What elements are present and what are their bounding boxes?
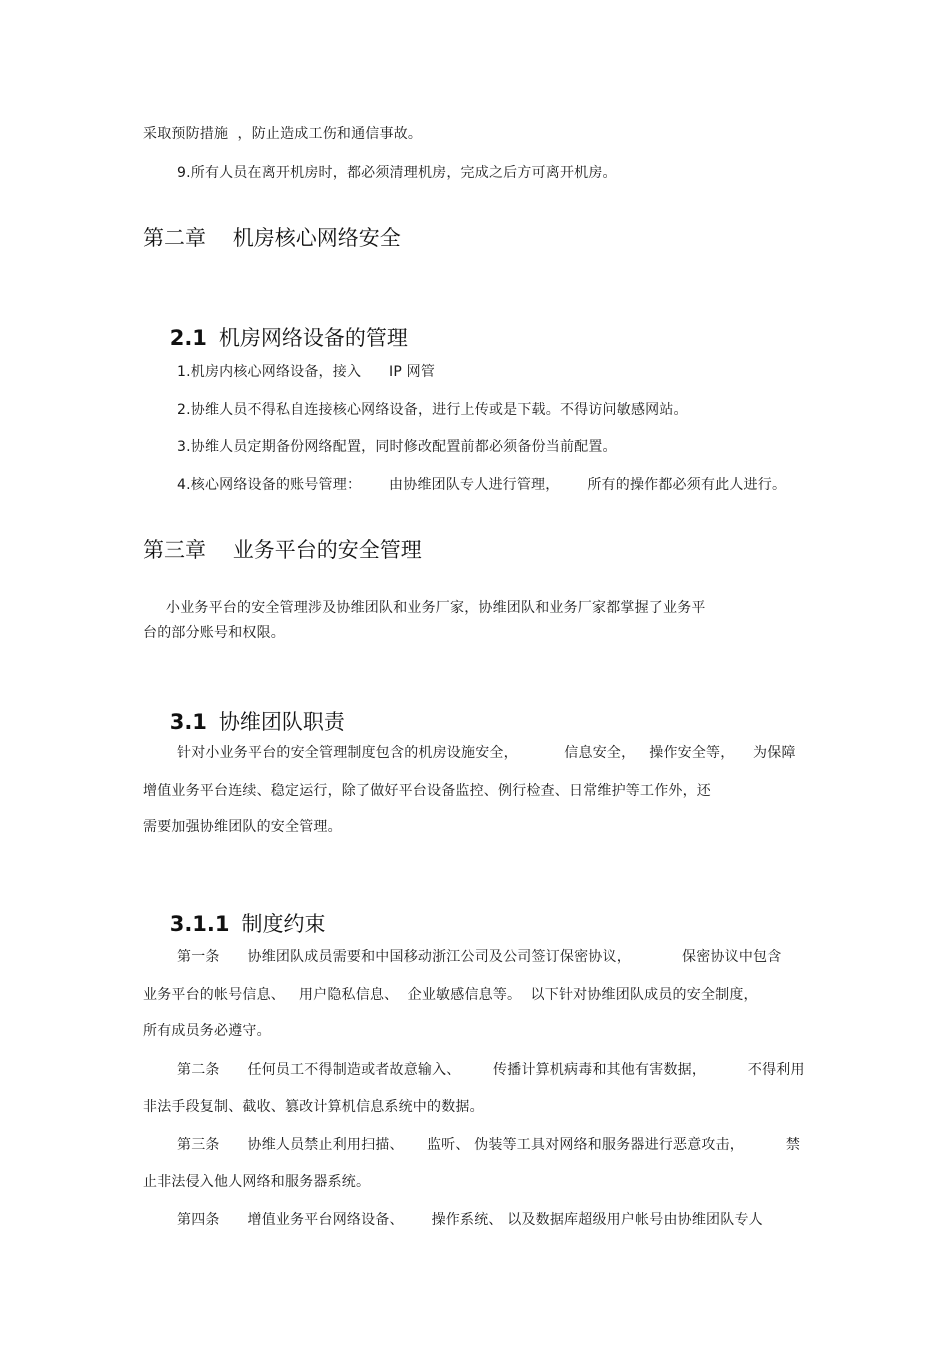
chapter-heading: 第二章 机房核心网络安全 — [143, 226, 401, 250]
paragraph-line: 采取预防措施 ，防止造成工伤和通信事故。 — [143, 126, 423, 142]
paragraph-line: 台的部分账号和权限。 — [143, 625, 285, 641]
section-title: 协维团队职责 — [218, 710, 345, 734]
section-title: 机房网络设备的管理 — [218, 326, 408, 350]
paragraph-line: 需要加强协维团队的安全管理。 — [143, 819, 342, 835]
chapter-heading: 第三章 业务平台的安全管理 — [143, 538, 422, 562]
section-title: 制度约束 — [241, 912, 326, 936]
list-item: 9.所有人员在离开机房时，都必须清理机房，完成之后方可离开机房。 — [177, 165, 617, 181]
paragraph-line: 所有成员务必遵守。 — [143, 1023, 271, 1039]
paragraph-line: 第三条 协维人员禁止利用扫描、 监听、 伪装等工具对网络和服务器进行恶意攻击， 禁 — [177, 1137, 801, 1153]
list-item: 3.协维人员定期备份网络配置，同时修改配置前都必须备份当前配置。 — [177, 439, 617, 455]
list-item: 1.机房内核心网络设备，接入 IP 网管 — [177, 364, 436, 380]
section-number: 2.1 — [169, 326, 207, 350]
paragraph-line: 小业务平台的安全管理涉及协维团队和业务厂家，协维团队和业务厂家都掌握了业务平 — [166, 600, 706, 616]
paragraph-line: 业务平台的帐号信息、 用户隐私信息、 企业敏感信息等。 以下针对协维团队成员的安全制度， — [143, 987, 758, 1003]
list-item: 2.协维人员不得私自连接核心网络设备，进行上传或是下载。不得访问敏感网站。 — [177, 402, 688, 418]
paragraph-line: 增值业务平台连续、稳定运行，除了做好平台设备监控、例行检查、日常维护等工作外，还 — [143, 783, 711, 799]
section-number: 3.1 — [169, 710, 207, 734]
paragraph-line: 第二条 任何员工不得制造或者故意输入、 传播计算机病毒和其他有害数据， 不得利用 — [177, 1062, 805, 1078]
paragraph-line: 非法手段复制、截收、篡改计算机信息系统中的数据。 — [143, 1099, 484, 1115]
section-number: 3.1.1 — [169, 912, 230, 936]
list-item: 4.核心网络设备的账号管理： 由协维团队专人进行管理， 所有的操作都必须有此人进行。 — [177, 477, 787, 493]
paragraph-line: 第一条 协维团队成员需要和中国移动浙江公司及公司签订保密协议， 保密协议中包含 — [177, 949, 782, 965]
paragraph-line: 针对小业务平台的安全管理制度包含的机房设施安全， 信息安全， 操作安全等， 为保障 — [177, 745, 796, 761]
paragraph-line: 止非法侵入他人网络和服务器系统。 — [143, 1174, 371, 1190]
paragraph-line: 第四条 增值业务平台网络设备、 操作系统、 以及数据库超级用户帐号由协维团队专人 — [177, 1212, 763, 1228]
